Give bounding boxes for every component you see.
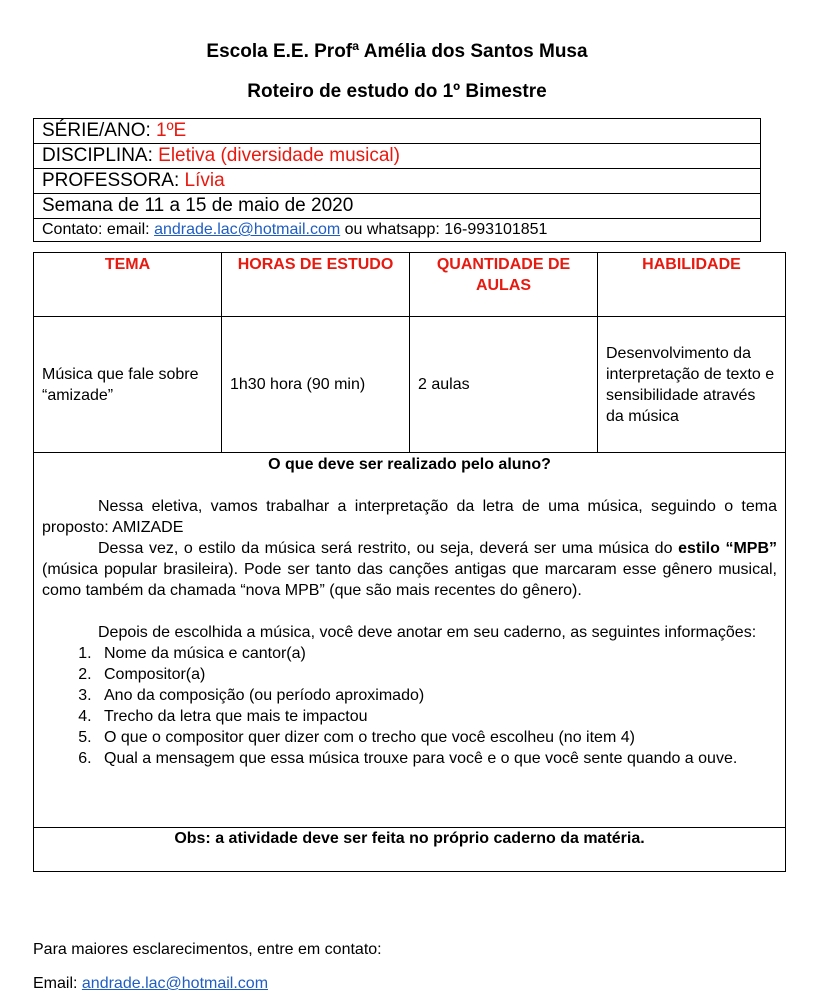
- footer-email-link[interactable]: andrade.lac@hotmail.com: [81, 975, 269, 992]
- list-item: 1. Nome da música e cantor(a): [96, 643, 777, 664]
- professora-row: [34, 169, 761, 194]
- p2-after: (música popular brasileira). Pode ser tanto das canções antigas que marcaram esse gênero musical, como também da chamada “nova MPB” (que são mais recentes do gênero).: [42, 561, 777, 599]
- footer-email-line: [33, 975, 268, 993]
- contato-prefix: Contato: email:: [42, 221, 155, 238]
- header-tema: TEMA: [104, 256, 151, 273]
- cell-tema: Música que fale sobre “amizade”: [34, 317, 222, 453]
- activity-title: O que deve ser realizado pelo aluno?: [268, 456, 551, 473]
- list-item: 6. Qual a mensagem que essa música trouxe para você e o que você sente quando a ouve.: [96, 748, 777, 769]
- obs-row: [34, 828, 786, 872]
- document-subtitle: Roteiro de estudo do 1º Bimestre: [247, 81, 547, 102]
- serie-row: [34, 119, 761, 144]
- header-quantidade: QUANTIDADE DE AULAS: [436, 256, 571, 294]
- list-item: 4. Trecho da letra que mais te impactou: [96, 706, 777, 727]
- school-title: Escola E.E. Profª Amélia dos Santos Musa: [206, 41, 588, 62]
- footer-contact-text: Para maiores esclarecimentos, entre em contato:: [33, 941, 382, 958]
- professora-value: Lívia: [184, 170, 225, 191]
- cell-horas: 1h30 hora (90 min): [222, 317, 410, 453]
- activity-paragraph-3: Depois de escolhida a música, você deve anotar em seu caderno, as seguintes informações:: [98, 624, 757, 641]
- p2-bold: estilo “MPB”: [678, 540, 777, 557]
- professora-label: PROFESSORA:: [42, 170, 185, 191]
- cell-habilidade: Desenvolvimento da interpretação de texto e sensibilidade através da música: [598, 317, 786, 453]
- contato-email-link[interactable]: andrade.lac@hotmail.com: [154, 221, 341, 238]
- table-row: [34, 317, 786, 453]
- serie-label: SÉRIE/ANO:: [42, 120, 157, 141]
- study-plan-table: [33, 252, 786, 872]
- activity-cell: [34, 453, 786, 828]
- list-item: 5. O que o compositor quer dizer com o trecho que você escolheu (no item 4): [96, 727, 777, 748]
- disciplina-label: DISCIPLINA:: [42, 145, 159, 166]
- obs-text: Obs: a atividade deve ser feita no próprio caderno da matéria.: [34, 828, 786, 872]
- activity-paragraph-1: Nessa eletiva, vamos trabalhar a interpretação da letra de uma música, seguindo o tema proposto: AMIZADE: [42, 498, 777, 536]
- header-habilidade: HABILIDADE: [642, 256, 741, 273]
- info-list: [42, 643, 777, 769]
- cell-aulas: 2 aulas: [410, 317, 598, 453]
- list-item: 2. Compositor(a): [96, 664, 777, 685]
- footer-email-label: Email:: [33, 975, 82, 992]
- contato-suffix: ou whatsapp: 16-993101851: [340, 221, 548, 238]
- serie-value: 1ºE: [156, 120, 187, 141]
- activity-paragraph-2: [42, 538, 777, 601]
- semana-text: Semana de 11 a 15 de maio de 2020: [34, 194, 761, 219]
- header-horas: HORAS DE ESTUDO: [237, 256, 394, 273]
- activity-row: [34, 453, 786, 828]
- info-table: [33, 118, 761, 242]
- list-item: 3. Ano da composição (ou período aproximado): [96, 685, 777, 706]
- semana-row: [34, 194, 761, 219]
- disciplina-row: [34, 144, 761, 169]
- p2-before: Dessa vez, o estilo da música será restrito, ou seja, deverá ser uma música do: [98, 540, 679, 557]
- disciplina-value: Eletiva (diversidade musical): [158, 145, 400, 166]
- table-header-row: [34, 253, 786, 317]
- contato-row: [34, 219, 761, 242]
